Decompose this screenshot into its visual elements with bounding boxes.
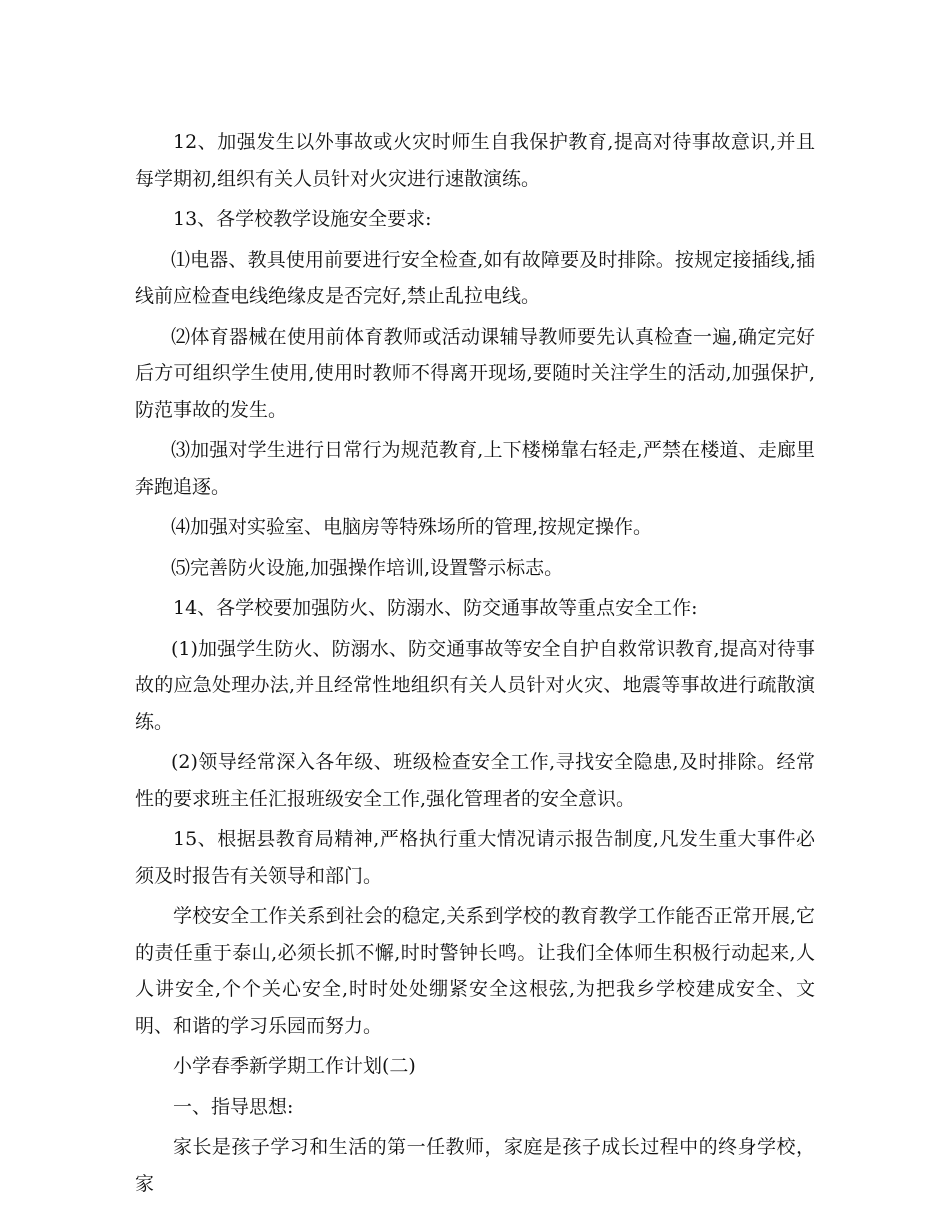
paragraph-conclusion: 学校安全工作关系到社会的稳定,关系到学校的教育教学工作能否正常开展,它的责任重于泰山,必须长抓不懈,时时警钟长鸣。让我们全体师生积极行动起来,人人讲安全,个个关心安全,时时处处绷紧安全这根弦,为把我乡学校建成安全、文明、和谐的学习乐园而努力。 (135, 905, 815, 1037)
section-title: 小学春季新学期工作计划(二) (173, 1055, 416, 1077)
paragraph-sub-1: ⑴电器、教具使用前要进行安全检查,如有故障要及时排除。按规定接插线,插线前应检查电线绝缘皮是否完好,禁止乱拉电线。 (135, 248, 815, 307)
paragraph-intro: 家长是孩子学习和生活的第一任教师，家庭是孩子成长过程中的终身学校，家 (135, 1136, 815, 1195)
section-heading: 一、指导思想: (173, 1095, 294, 1118)
paragraph-item-14-heading: 14、各学校要加强防火、防溺水、防交通事故等重点安全工作: (173, 597, 698, 619)
paragraph-sub-5: ⑸完善防火设施,加强操作培训,设置警示标志。 (171, 556, 564, 579)
paragraph-sub-14-1: (1)加强学生防火、防溺水、防交通事故等安全自护自救常识教育,提高对待事故的应急处理办法,并且经常性地组织有关人员针对火灾、地震等事故进行疏散演练。 (135, 637, 815, 733)
paragraph-item-13-heading: 13、各学校教学设施安全要求: (173, 208, 432, 230)
paragraph-sub-4: ⑷加强对实验室、电脑房等特殊场所的管理,按规定操作。 (171, 516, 653, 538)
paragraph-item-12: 12、加强发生以外事故或火灾时师生自我保护教育,提高对待事故意识,并且每学期初,组织有关人员针对火灾进行速散演练。 (135, 131, 815, 190)
paragraph-sub-2: ⑵体育器械在使用前体育教师或活动课辅导教师要先认真检查一遍,确定完好后方可组织学生使用,使用时教师不得离开现场,要随时关注学生的活动,加强保护,防范事故的发生。 (135, 325, 815, 421)
document-body (135, 124, 815, 1206)
paragraph-sub-14-2: (2)领导经常深入各年级、班级检查安全工作,寻找安全隐患,及时排除。经常性的要求班主任汇报班级安全工作,强化管理者的安全意识。 (135, 751, 815, 810)
paragraph-item-15: 15、根据县教育局精神,严格执行重大情况请示报告制度,凡发生重大事件必须及时报告有关领导和部门。 (135, 828, 815, 887)
paragraph-sub-3: ⑶加强对学生进行日常行为规范教育,上下楼梯靠右轻走,严禁在楼道、走廊里奔跑追逐。 (135, 439, 815, 498)
